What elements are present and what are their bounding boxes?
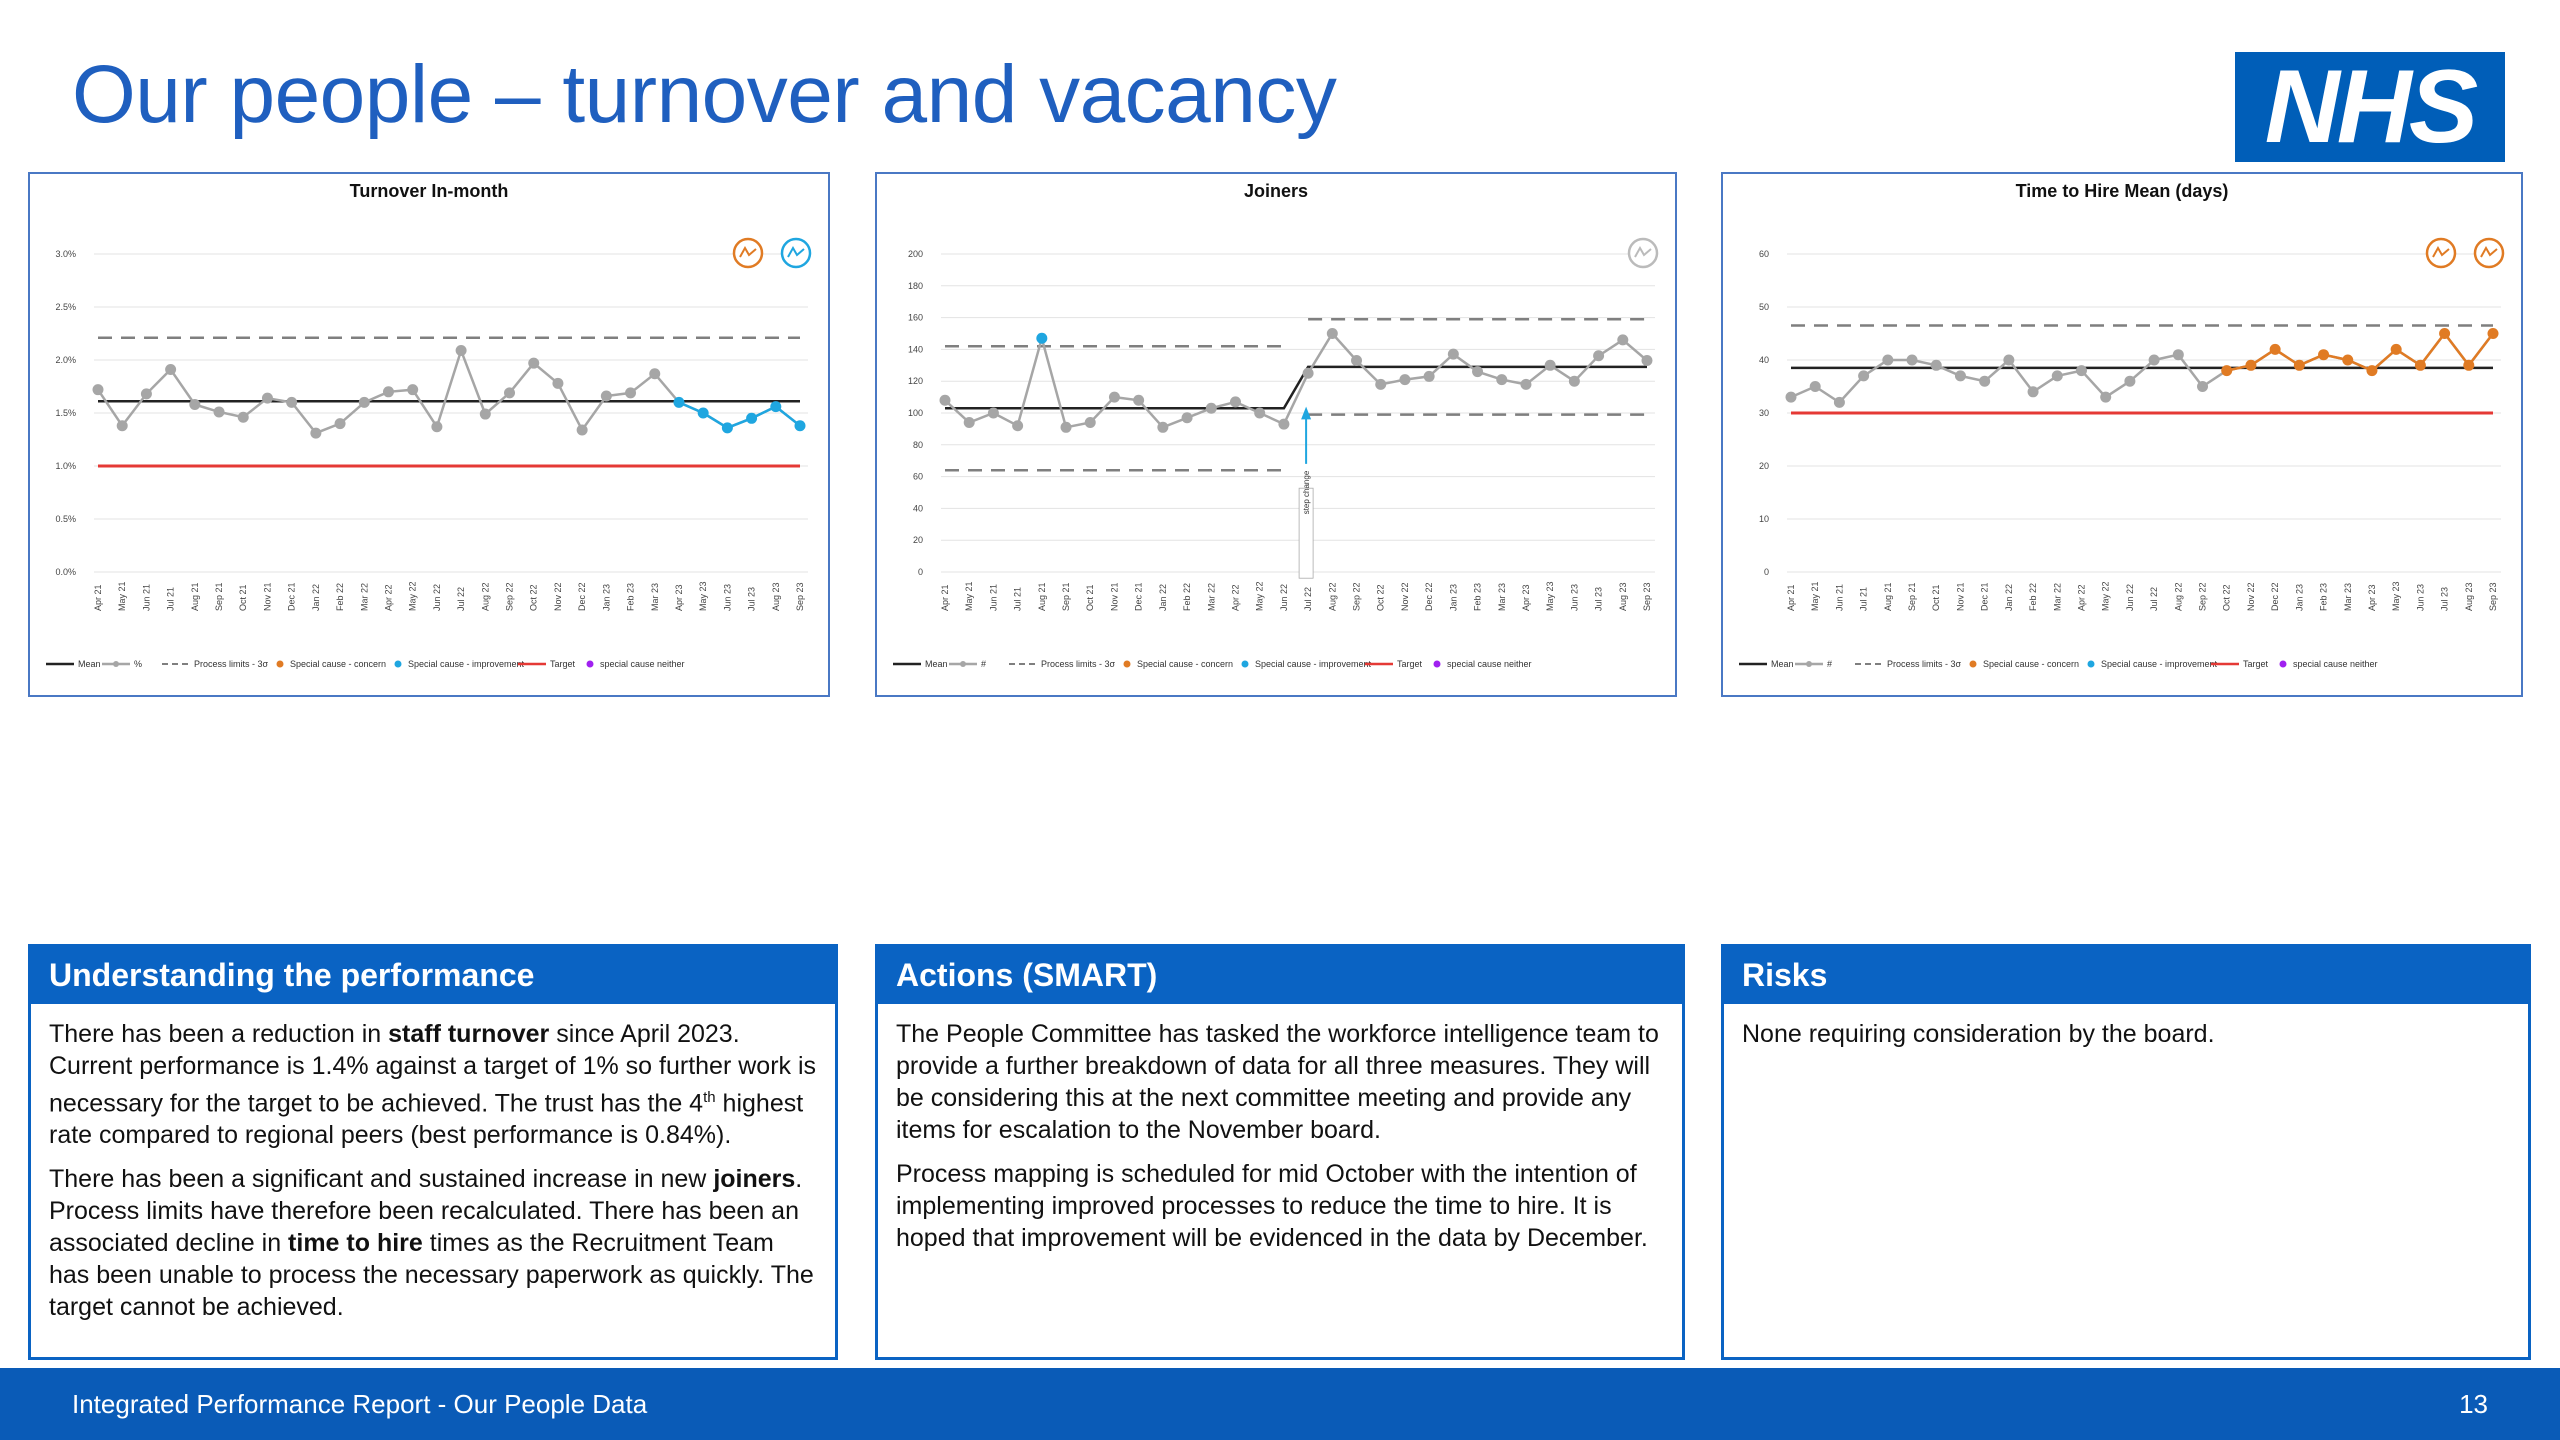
data-point <box>1448 349 1459 360</box>
data-point <box>335 418 346 429</box>
y-tick-label: 50 <box>1758 302 1769 312</box>
x-tick-label: Aug 23 <box>1617 582 1628 611</box>
x-tick-label: Jun 21 <box>141 583 152 611</box>
y-tick-label: 140 <box>907 344 923 355</box>
x-tick-label: Sep 21 <box>1907 582 1918 611</box>
x-tick-label: Jul 23 <box>1593 586 1604 611</box>
x-tick-label: Dec 22 <box>1424 582 1435 611</box>
x-tick-label: May 23 <box>2391 581 2402 611</box>
x-tick-label: Nov 22 <box>552 582 563 611</box>
x-tick-label: Jul 23 <box>2439 586 2450 611</box>
y-tick-label: 40 <box>1758 355 1769 365</box>
legend-label: # <box>981 659 987 669</box>
data-point <box>601 391 612 402</box>
y-tick-label: 30 <box>1758 408 1769 418</box>
data-point <box>1036 333 1047 344</box>
x-tick-label: Oct 21 <box>238 584 249 611</box>
x-tick-label: Nov 21 <box>1109 582 1120 611</box>
x-tick-label: May 21 <box>964 581 975 611</box>
x-tick-label: Jun 23 <box>1569 583 1580 611</box>
data-point <box>1907 355 1918 366</box>
data-point <box>1061 422 1072 433</box>
legend-swatch-concern <box>1970 661 1977 668</box>
legend-swatch-improvement <box>1242 661 1249 668</box>
x-tick-label: Mar 23 <box>2342 582 2353 611</box>
x-tick-label: Jan 23 <box>2294 583 2305 611</box>
y-tick-label: 0.0% <box>55 567 76 577</box>
x-tick-label: Mar 22 <box>1206 582 1217 611</box>
x-tick-label: Aug 21 <box>189 582 200 611</box>
x-tick-label: Sep 23 <box>1642 582 1652 611</box>
data-point <box>649 368 660 379</box>
y-tick-label: 3.0% <box>55 249 76 259</box>
data-point <box>456 345 467 356</box>
data-point <box>1520 379 1531 390</box>
x-tick-label: Nov 22 <box>1399 582 1410 611</box>
legend-label: Target <box>1397 659 1423 669</box>
x-tick-label: May 21 <box>117 581 128 611</box>
y-tick-label: 1.0% <box>55 461 76 471</box>
data-point <box>1617 334 1628 345</box>
y-tick-label: 200 <box>907 249 923 259</box>
nhs-logo-text: NHS <box>2264 49 2476 165</box>
x-tick-label: Aug 21 <box>1036 582 1047 611</box>
y-tick-label: 100 <box>907 408 923 418</box>
understanding-header: Understanding the performance <box>31 947 835 1004</box>
data-point <box>1424 371 1435 382</box>
x-tick-label: May 23 <box>1545 581 1556 611</box>
x-tick-label: Jul 21 <box>1012 586 1023 611</box>
data-point <box>577 424 588 435</box>
x-tick-label: Aug 21 <box>1882 582 1893 611</box>
y-tick-label: 1.5% <box>55 408 76 418</box>
legend-label: Special cause - improvement <box>1255 659 1372 669</box>
understanding-paragraph-1: There has been a reduction in staff turnover since April 2023. Current performance is 1.4% against a target of 1% so further work is necessary for the target to be achieved. The trust has the 4th highest rate compared to regional peers (best performance is 0.84%). <box>49 1020 817 1150</box>
data-line <box>98 351 800 434</box>
data-point <box>2124 376 2135 387</box>
x-tick-label: Dec 21 <box>1979 582 1990 611</box>
data-point <box>1810 381 1821 392</box>
understanding-body <box>31 1004 835 1349</box>
x-tick-label: Jun 23 <box>2415 583 2426 611</box>
x-tick-label: Feb 23 <box>2318 582 2329 611</box>
y-tick-label: 160 <box>907 312 923 323</box>
x-tick-label: Feb 23 <box>1472 582 1483 611</box>
legend-label: Mean <box>78 659 101 669</box>
page-title: Our people – turnover and vacancy <box>72 49 1337 140</box>
y-tick-label: 60 <box>1758 249 1769 259</box>
risks-header: Risks <box>1724 947 2528 1004</box>
y-tick-label: 120 <box>907 376 923 387</box>
legend-swatch-neither <box>1434 661 1441 668</box>
x-tick-label: Feb 22 <box>335 582 346 611</box>
x-tick-label: Sep 22 <box>1351 582 1362 611</box>
data-point <box>359 397 370 408</box>
x-tick-label: Aug 23 <box>2463 582 2474 611</box>
legend-label: Special cause - concern <box>1983 659 2080 669</box>
x-tick-label: Oct 22 <box>1375 584 1386 611</box>
x-tick-label: Aug 22 <box>480 582 491 611</box>
x-tick-label: Mar 23 <box>1496 582 1507 611</box>
x-tick-label: Oct 21 <box>1931 584 1942 611</box>
data-point <box>2003 355 2014 366</box>
data-point <box>2197 381 2208 392</box>
data-point <box>1109 392 1120 403</box>
x-tick-label: Apr 21 <box>93 584 103 611</box>
data-point <box>1182 412 1193 423</box>
concern-line <box>2227 334 2493 371</box>
chart-time-to-hire-panel <box>1721 172 2523 697</box>
data-point <box>504 387 515 398</box>
risks-body <box>1724 1004 2528 1076</box>
x-tick-label: Sep 22 <box>504 582 515 611</box>
data-point <box>1157 422 1168 433</box>
y-tick-label: 10 <box>1758 514 1769 524</box>
y-tick-label: 2.0% <box>55 355 76 365</box>
x-tick-label: Feb 23 <box>625 582 636 611</box>
x-tick-label: May 22 <box>407 581 418 611</box>
legend-label: Mean <box>1771 659 1794 669</box>
actions-body <box>878 1004 1682 1280</box>
x-tick-label: Aug 22 <box>2173 582 2184 611</box>
x-tick-label: Oct 21 <box>1085 584 1096 611</box>
x-tick-label: Apr 21 <box>940 584 950 611</box>
legend-swatch-neither <box>587 661 594 668</box>
x-tick-label: Mar 23 <box>649 582 660 611</box>
data-point <box>407 384 418 395</box>
y-tick-label: 180 <box>907 280 923 291</box>
data-point <box>1254 408 1265 419</box>
x-tick-label: Jun 22 <box>431 583 442 611</box>
legend-swatch-improvement <box>2088 661 2095 668</box>
data-point <box>1206 403 1217 414</box>
x-tick-label: Apr 21 <box>1786 584 1796 611</box>
data-point <box>1399 374 1410 385</box>
chart-title: Joiners <box>1243 181 1309 201</box>
data-point <box>262 393 273 404</box>
chart-title: Time to Hire Mean (days) <box>2015 181 2229 201</box>
y-tick-label: 0.5% <box>55 514 76 524</box>
data-point <box>1012 420 1023 431</box>
data-point <box>2076 365 2087 376</box>
x-tick-label: Nov 22 <box>2245 582 2256 611</box>
actions-box <box>875 944 1685 1360</box>
x-tick-label: Dec 22 <box>577 582 588 611</box>
actions-paragraph-1: The People Committee has tasked the workforce intelligence team to provide a further breakdown of data for all three measures. They will be considering this at the next committee meeting and provide any items for escalation to the November board. <box>896 1020 1659 1144</box>
chart-time-to-hire <box>1723 174 2521 695</box>
legend-label: Target <box>2243 659 2269 669</box>
x-tick-label: Oct 22 <box>528 584 539 611</box>
data-point <box>625 387 636 398</box>
data-point <box>93 384 104 395</box>
x-tick-label: Nov 21 <box>1955 582 1966 611</box>
x-tick-label: Jul 23 <box>746 586 757 611</box>
data-point <box>189 399 200 410</box>
legend-label: Special cause - improvement <box>408 659 525 669</box>
x-tick-label: Sep 21 <box>1061 582 1072 611</box>
data-point <box>214 406 225 417</box>
x-tick-label: Dec 22 <box>2270 582 2281 611</box>
x-tick-label: Jul 22 <box>2149 586 2160 611</box>
x-tick-label: Jun 21 <box>988 583 999 611</box>
risks-box <box>1721 944 2531 1360</box>
understanding-box <box>28 944 838 1360</box>
data-point <box>528 358 539 369</box>
x-tick-label: Jan 22 <box>2003 583 2014 611</box>
x-tick-label: Apr 22 <box>383 584 394 611</box>
data-point <box>1834 397 1845 408</box>
x-tick-label: Aug 22 <box>1327 582 1338 611</box>
nhs-logo <box>2235 49 2505 165</box>
x-tick-label: Jul 22 <box>456 586 467 611</box>
data-point <box>1955 370 1966 381</box>
legend-label: Special cause - concern <box>290 659 387 669</box>
x-tick-label: Jan 22 <box>310 583 321 611</box>
x-tick-label: Feb 22 <box>1182 582 1193 611</box>
x-tick-label: Jul 22 <box>1303 586 1314 611</box>
data-point <box>1642 355 1653 366</box>
x-tick-label: Jan 23 <box>601 583 612 611</box>
legend-swatch-data-dot <box>113 661 119 667</box>
legend-label: special cause neither <box>1447 659 1532 669</box>
data-point <box>552 378 563 389</box>
x-tick-label: Apr 22 <box>1230 584 1241 611</box>
data-point <box>2028 386 2039 397</box>
data-point <box>1351 355 1362 366</box>
x-tick-label: Dec 21 <box>286 582 297 611</box>
x-tick-label: Mar 22 <box>359 582 370 611</box>
x-tick-label: Jul 21 <box>165 586 176 611</box>
chart-turnover-panel <box>28 172 830 697</box>
data-point <box>2052 370 2063 381</box>
legend-label: % <box>134 659 143 669</box>
data-point <box>1882 355 1893 366</box>
y-tick-label: 40 <box>912 503 923 514</box>
data-point <box>1230 396 1241 407</box>
actions-paragraph-2: Process mapping is scheduled for mid October with the intention of implementing improved processes to reduce the time to hire. It is hoped that improvement will be evidenced in the data by December. <box>896 1160 1648 1252</box>
chart-title: Turnover In-month <box>349 181 509 201</box>
x-tick-label: Sep 22 <box>2197 582 2208 611</box>
y-tick-label: 80 <box>912 439 923 450</box>
legend-swatch-concern <box>1124 661 1131 668</box>
footer-text: Integrated Performance Report - Our People Data <box>72 1389 648 1419</box>
data-point <box>117 420 128 431</box>
legend-label: Mean <box>925 659 948 669</box>
x-tick-label: Dec 21 <box>1133 582 1144 611</box>
legend-swatch-data-dot <box>960 661 966 667</box>
footer-bar <box>0 1368 2560 1440</box>
x-tick-label: Sep 23 <box>2488 582 2498 611</box>
data-point <box>1278 419 1289 430</box>
legend-label: special cause neither <box>2293 659 2378 669</box>
legend-label: Process limits - 3σ <box>194 659 269 669</box>
y-tick-label: 2.5% <box>55 302 76 312</box>
x-tick-label: May 23 <box>698 581 709 611</box>
y-tick-label: 20 <box>1758 461 1769 471</box>
data-point <box>310 428 321 439</box>
data-point <box>1858 370 1869 381</box>
legend-label: Special cause - concern <box>1137 659 1234 669</box>
data-point <box>940 395 951 406</box>
actions-header: Actions (SMART) <box>878 947 1682 1004</box>
x-tick-label: Aug 23 <box>770 582 781 611</box>
data-point <box>673 397 684 408</box>
data-point <box>1375 379 1386 390</box>
legend-label: Target <box>550 659 576 669</box>
understanding-paragraph-2: There has been a significant and sustained increase in new joiners. Process limits have therefore been recalculated. There has been an associated decline in time to hire times as the Recruitment Team has been unable to process the necessary paperwork as quickly. The target cannot be achieved. <box>49 1165 814 1322</box>
data-point <box>988 408 999 419</box>
x-tick-label: Mar 22 <box>2052 582 2063 611</box>
chart-joiners <box>877 174 1675 695</box>
x-tick-label: Jun 22 <box>1278 583 1289 611</box>
x-tick-label: Oct 22 <box>2221 584 2232 611</box>
x-tick-label: Apr 23 <box>673 584 684 611</box>
data-point <box>1327 328 1338 339</box>
data-point <box>1545 360 1556 371</box>
x-tick-label: Apr 23 <box>2366 584 2377 611</box>
x-tick-label: May 22 <box>1254 581 1265 611</box>
data-point <box>1931 360 1942 371</box>
legend-label: # <box>1827 659 1833 669</box>
data-point <box>1085 417 1096 428</box>
data-point <box>1496 374 1507 385</box>
data-point <box>165 364 176 375</box>
x-tick-label: Apr 22 <box>2076 584 2087 611</box>
legend-swatch-improvement <box>395 661 402 668</box>
data-point <box>286 397 297 408</box>
x-tick-label: Jan 23 <box>1448 583 1459 611</box>
risks-paragraph-1: None requiring consideration by the board. <box>1742 1020 2215 1048</box>
data-point <box>431 421 442 432</box>
chart-joiners-panel <box>875 172 1677 697</box>
data-point <box>1593 350 1604 361</box>
x-tick-label: Nov 21 <box>262 582 273 611</box>
legend-label: special cause neither <box>600 659 685 669</box>
data-point <box>238 412 249 423</box>
data-point <box>1133 395 1144 406</box>
x-tick-label: May 21 <box>1810 581 1821 611</box>
improvement-line <box>679 402 800 427</box>
data-point <box>1303 368 1314 379</box>
x-tick-label: Jan 22 <box>1157 583 1168 611</box>
x-tick-label: Sep 21 <box>214 582 225 611</box>
data-point <box>480 409 491 420</box>
legend-label: Process limits - 3σ <box>1041 659 1116 669</box>
annotation-label: step change <box>1302 470 1312 515</box>
x-tick-label: May 22 <box>2100 581 2111 611</box>
chart-turnover <box>30 174 828 695</box>
data-point <box>1979 376 1990 387</box>
data-point <box>1786 392 1797 403</box>
x-tick-label: Jun 22 <box>2124 583 2135 611</box>
legend-label: Process limits - 3σ <box>1887 659 1962 669</box>
data-point <box>141 388 152 399</box>
x-tick-label: Feb 22 <box>2028 582 2039 611</box>
y-tick-label: 0 <box>917 567 923 577</box>
x-tick-label: Apr 23 <box>1520 584 1531 611</box>
legend-swatch-data-dot <box>1806 661 1812 667</box>
data-point <box>2149 355 2160 366</box>
data-point <box>1472 366 1483 377</box>
data-point <box>1569 376 1580 387</box>
x-tick-label: Jul 21 <box>1858 586 1869 611</box>
legend-label: Special cause - improvement <box>2101 659 2218 669</box>
page-number: 13 <box>2459 1389 2488 1419</box>
y-tick-label: 60 <box>912 471 923 482</box>
data-point <box>2100 392 2111 403</box>
x-tick-label: Jun 21 <box>1834 583 1845 611</box>
x-tick-label: Sep 23 <box>795 582 805 611</box>
y-tick-label: 20 <box>912 535 923 546</box>
data-point <box>383 386 394 397</box>
x-tick-label: Jun 23 <box>722 583 733 611</box>
legend-swatch-concern <box>277 661 284 668</box>
y-tick-label: 0 <box>1763 567 1769 577</box>
data-point <box>2173 349 2184 360</box>
data-point <box>964 417 975 428</box>
legend-swatch-neither <box>2280 661 2287 668</box>
